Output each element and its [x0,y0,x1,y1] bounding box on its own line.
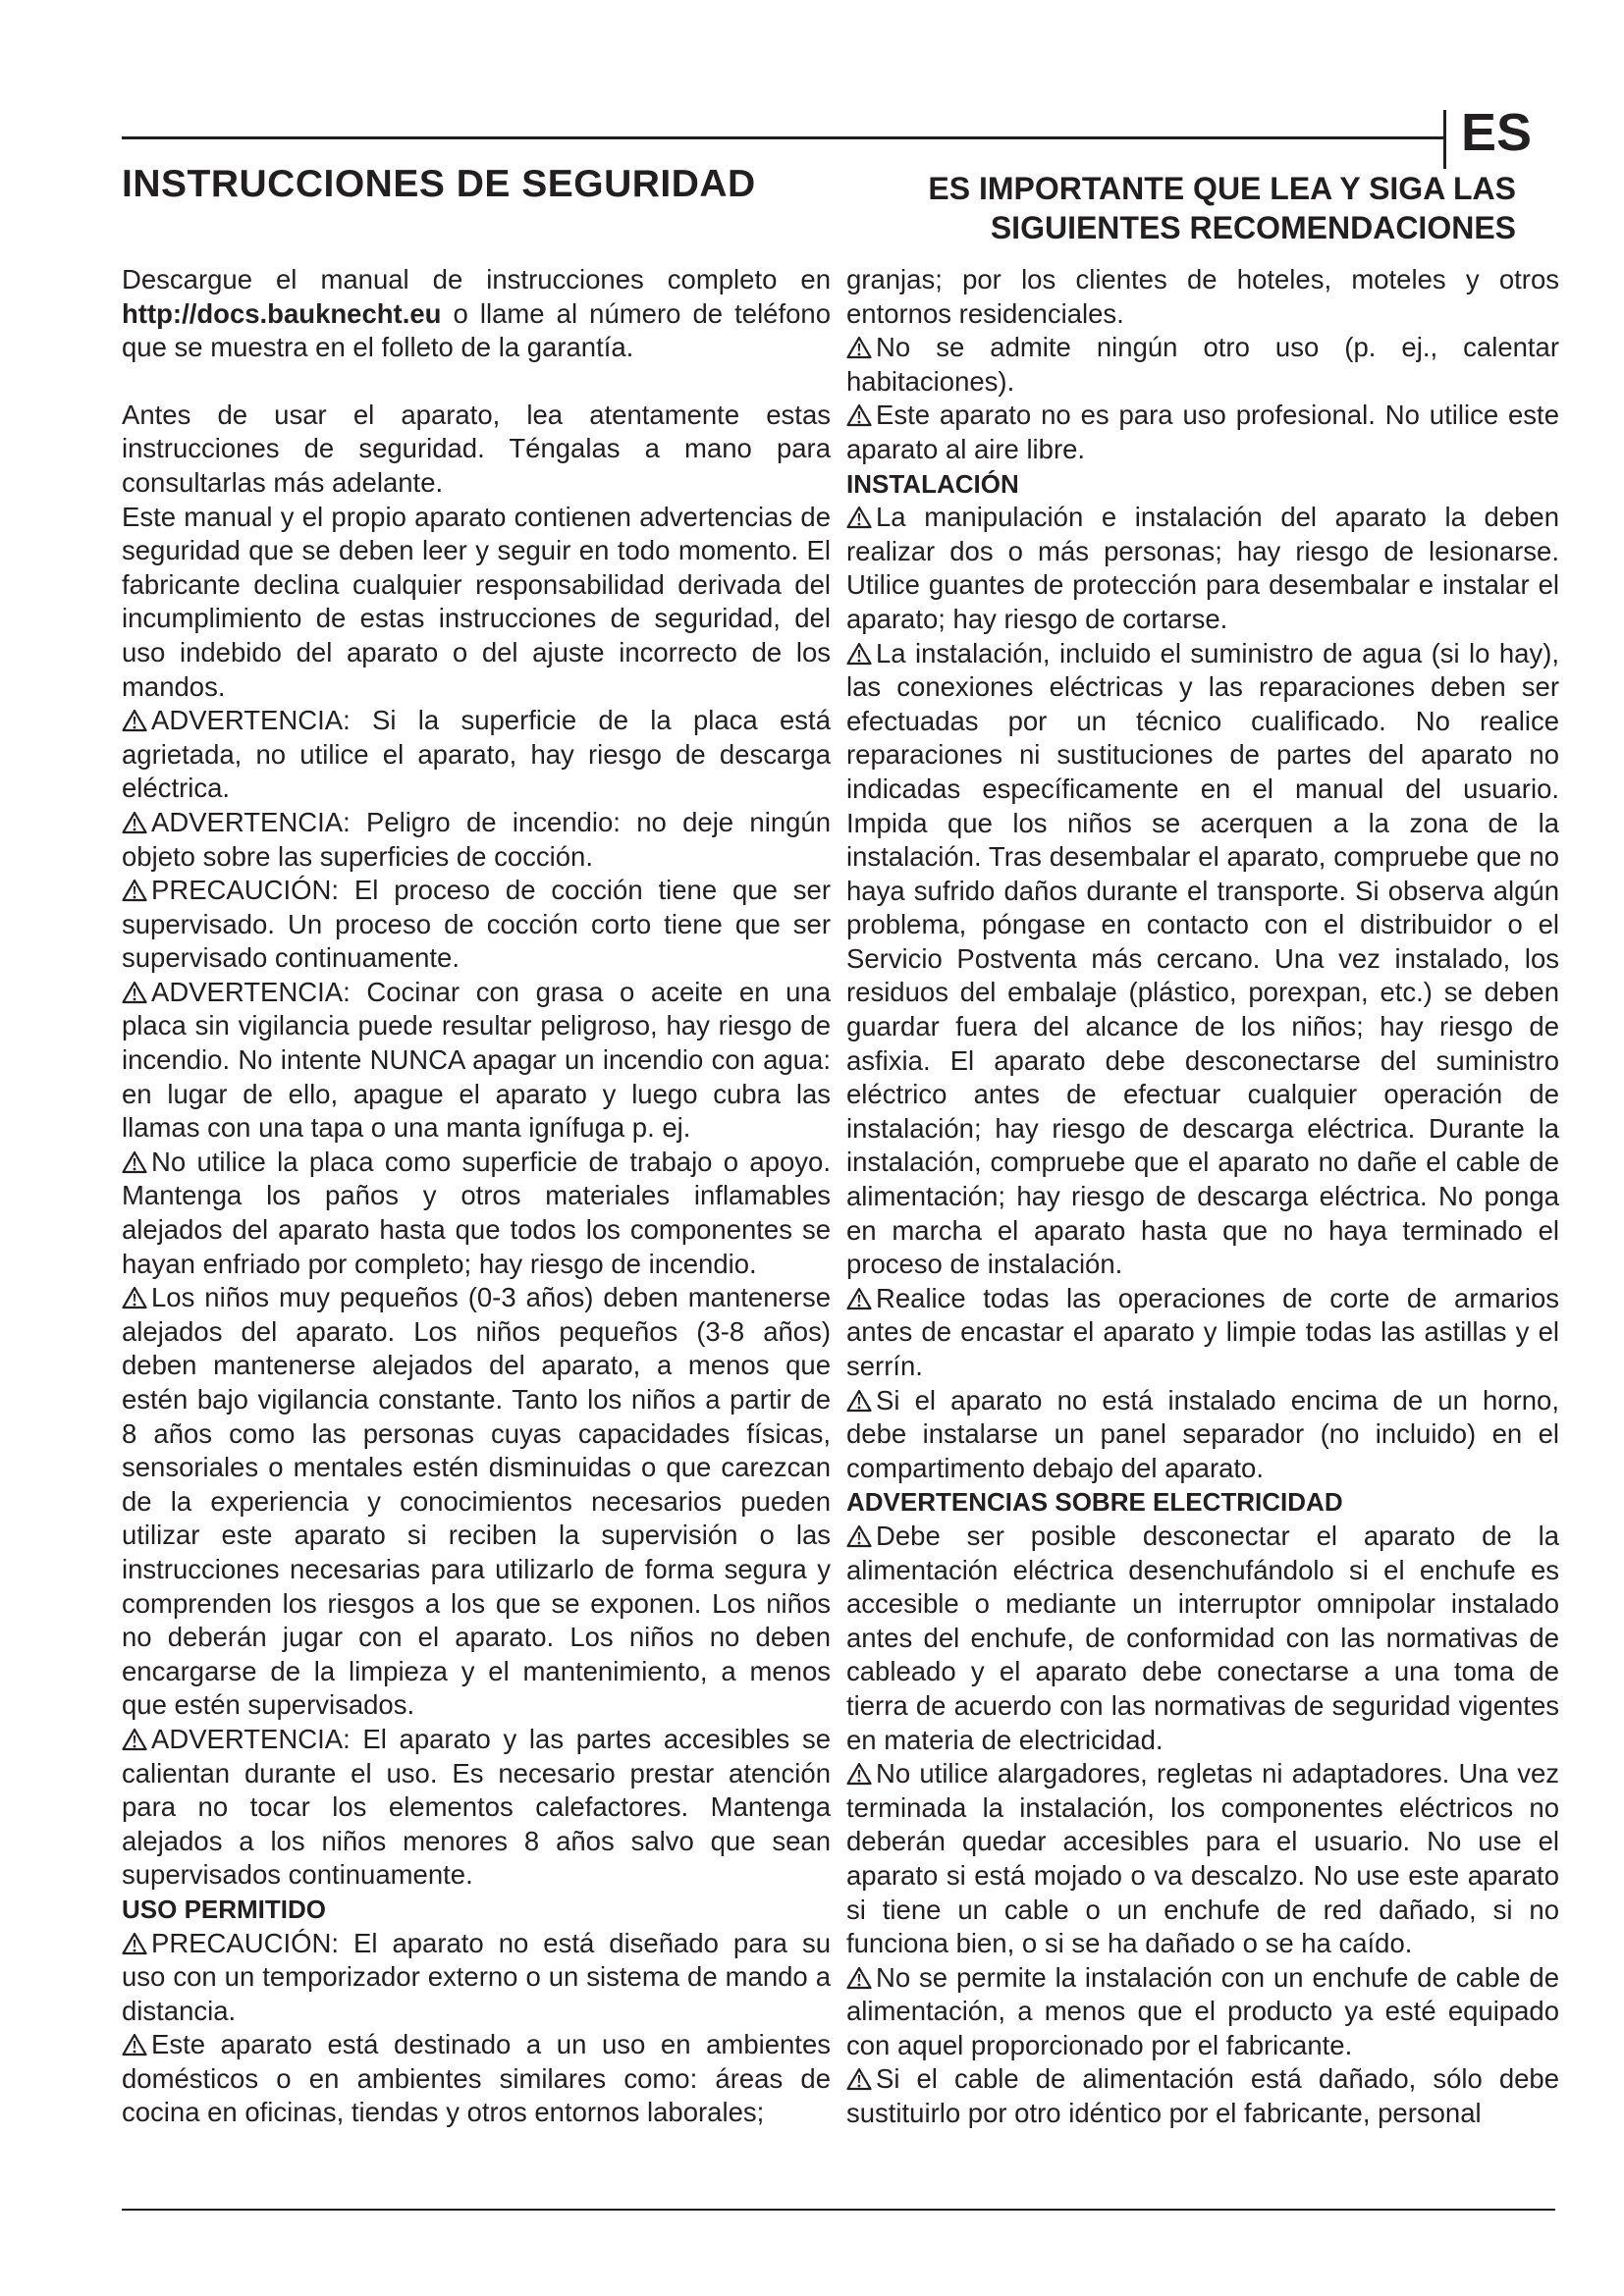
intro-text: Descargue el manual de instrucciones completo en [122,264,831,294]
warning-item [122,1281,831,1723]
warning-item [122,704,831,806]
warning-item [122,2028,831,2130]
warning-icon [846,1287,872,1310]
warning-text: No utilice alargadores, regletas ni adaptadores. Una vez terminada la instalación, los componentes eléctricos no deberán quedar accesibles para el usuario. No use el aparato si está mojado o va descalzo. No use este aparato si tiene un cable o un enchufe de red dañado, si no funciona bien, o si se ha dañado o se ha caído. [846,1758,1559,1959]
language-divider [1443,110,1446,169]
warning-item [846,1282,1559,1384]
warning-text: Realice todas las operaciones de corte de armarios antes de encastar el aparato y limpie todas las astillas y el serrín. [846,1282,1559,1381]
warning-icon [122,1286,147,1309]
warning-text: ADVERTENCIA: El aparato y las partes accesibles se calientan durante el uso. Es necesario prestar atención para no tocar los elementos calefactores. Mantenga alejados a los niños menores 8 años salvo que sean supervisados continuamente. [122,1723,831,1891]
warning-item [846,331,1559,399]
warning-icon [846,403,872,427]
intro-paragraph [122,263,831,365]
paragraph-gap [122,365,831,399]
warning-text: ADVERTENCIA: Cocinar con grasa o aceite en una placa sin vigilancia puede resultar peligroso, hay riesgo de incendio. No intente NUNCA apagar un incendio con agua: en lugar de ello, apague el aparato y luego cubra las llamas con una tapa o una manta ignífuga p. ej. [122,976,831,1144]
warning-item [846,1384,1559,1486]
warning-icon [122,2033,147,2056]
warning-text: Debe ser posible desconectar el aparato de la alimentación eléctrica desenchufándolo si el enchufe es accesible o mediante un interruptor omnipolar instalado antes del enchufe, de conformidad con las normativas de cableado y el aparato debe conectarse a una toma de tierra de acuerdo con las normativas de seguridad vigentes en materia de electricidad. [846,1520,1559,1755]
warning-text: Si el aparato no está instalado encima de un horno, debe instalarse un panel separador (no incluido) en el compartimento debajo del aparato. [846,1384,1559,1483]
warning-text: No se admite ningún otro uso (p. ej., calentar habitaciones). [846,332,1559,397]
warning-text: PRECAUCIÓN: El proceso de cocción tiene que ser supervisado. Un proceso de cocción corto tiene que ser supervisado continuamente. [122,875,831,974]
continued-paragraph: granjas; por los clientes de hoteles, moteles y otros entornos residenciales. [846,264,1559,329]
intro-text: o llame al número de teléfono que se muestra en el folleto de la garantía. [122,297,831,363]
left-column [122,263,831,2130]
warning-text: PRECAUCIÓN: El aparato no está diseñado para su uso con un temporizador externo o un sistema de mando a distancia. [122,1927,831,2026]
warning-item [122,1723,831,1893]
warning-icon [122,879,147,902]
warning-item [846,1520,1559,1757]
warning-item [846,1757,1559,1961]
warning-text: ADVERTENCIA: Peligro de incendio: no deje ningún objeto sobre las superficies de cocción. [122,806,831,872]
subtitle-line: SIGUIENTES RECOMENDACIONES [990,210,1516,245]
subtitle-line: ES IMPORTANTE QUE LEA Y SIGA LAS [928,171,1516,206]
page-subtitle [928,169,1516,247]
warning-text: Este aparato está destinado a un uso en ambientes domésticos o en ambientes similares como: áreas de cocina en oficinas, tiendas y otros entornos laborales; [122,2029,831,2128]
section-heading-electricity: ADVERTENCIAS SOBRE ELECTRICIDAD [846,1487,1343,1518]
warning-item [122,976,831,1146]
warning-icon [846,642,872,666]
warning-icon [846,1762,872,1786]
right-column [846,263,1559,2131]
warning-item [122,1927,831,2029]
warning-text: La manipulación e instalación del aparato la deben realizar dos o más personas; hay riesgo de lesionarse. Utilice guantes de protección para desembalar e instalar el aparato; hay riesgo de cortarse. [846,502,1559,634]
section-heading-installation: INSTALACIÓN [846,468,1019,499]
warning-item [846,1961,1559,2063]
read-instructions-paragraph: Antes de usar el aparato, lea atentamente estas instrucciones de seguridad. Téngalas a mano para consultarlas más adelante. [122,399,831,498]
section-heading-use: USO PERMITIDO [122,1894,327,1924]
warning-text: Este aparato no es para uso profesional. No utilice este aparato al aire libre. [846,400,1559,464]
warning-text: ADVERTENCIA: Si la superficie de la placa está agrietada, no utilice el aparato, hay riesgo de descarga eléctrica. [122,705,831,804]
warning-icon [846,506,872,529]
warning-icon [122,981,147,1004]
warning-icon [846,1524,872,1548]
warning-text: No se permite la instalación con un enchufe de cable de alimentación, a menos que el producto ya esté equipado con aquel proporcionado por el fabricante. [846,1961,1559,2060]
warning-item [846,2062,1559,2130]
warning-item [122,806,831,874]
warning-icon [122,709,147,732]
warning-item [122,1146,831,1281]
warning-item [846,501,1559,636]
warning-text: Los niños muy pequeños (0-3 años) deben mantenerse alejados del aparato. Los niños pequeños (3-8 años) deben mantenerse alejados del aparato, a menos que estén bajo vigilancia constante. Tanto los niños a partir de 8 años como las personas cuyas capacidades físicas, sensoriales o mentales estén disminuidas o que carezcan de la experiencia y conocimientos necesarios pueden utilizar este aparato si reciben la supervisión o las instrucciones necesarias para utilizarlo de forma segura y comprenden los riesgos a los que se exponen. Los niños no deberán jugar con el aparato. Los niños no deben encargarse de la limpieza y el mantenimiento, a menos que estén supervisados. [122,1282,831,1721]
page-title: INSTRUCCIONES DE SEGURIDAD [122,163,756,205]
warning-icon [846,336,872,359]
warning-icon [122,811,147,834]
warning-text: Si el cable de alimentación está dañado, sólo debe sustituirlo por otro idéntico por el fabricante, personal [846,2063,1559,2129]
footer-rule [122,2209,1555,2211]
warning-icon [846,1966,872,1990]
warning-item [122,874,831,976]
warning-text: La instalación, incluido el suministro de agua (si lo hay), las conexiones eléctricas y las reparaciones deben ser efectuadas por un técnico cualificado. No realice reparaciones ni sustituciones de partes del aparato no indicadas específicamente en el manual del usuario. Impida que los niños se acerquen a la zona de la instalación. Tras desembalar el aparato, compruebe que no haya sufrido daños durante el transporte. Si observa algún problema, póngase en contacto con el distribuidor o el Servicio Postventa más cercano. Una vez instalado, los residuos del embalaje (plástico, porexpan, etc.) se deben guardar fuera del alcance de los niños; hay riesgo de asfixia. El aparato debe desconectarse del suministro eléctrico antes de efectuar cualquier operación de instalación; hay riesgo de descarga eléctrica. Durante la instalación, compruebe que el aparato no dañe el cable de alimentación; hay riesgo de descarga eléctrica. No ponga en marcha el aparato hasta que no haya terminado el proceso de instalación. [846,637,1559,1280]
warning-icon [122,1728,147,1751]
warning-icon [846,1389,872,1413]
manual-url-link[interactable]: http://docs.bauknecht.eu [122,297,442,329]
warning-icon [122,1932,147,1955]
header-rule [122,136,1443,139]
warning-item [846,637,1559,1282]
warning-icon [122,1150,147,1174]
warning-icon [846,2067,872,2091]
warning-text: No utilice la placa como superficie de trabajo o apoyo. Mantenga los paños y otros materiales inflamables alejados del aparato hasta que todos los componentes se hayan enfriado por completo; hay riesgo de incendio. [122,1146,831,1279]
language-code: ES [1461,103,1533,162]
warning-item [846,399,1559,466]
manual-warnings-paragraph: Este manual y el propio aparato contienen advertencias de seguridad que se deben leer y seguir en todo momento. El fabricante declina cualquier responsabilidad derivada del incumplimiento de estas instrucciones de seguridad, del uso indebido del aparato o del ajuste incorrecto de los mandos. [122,501,831,702]
